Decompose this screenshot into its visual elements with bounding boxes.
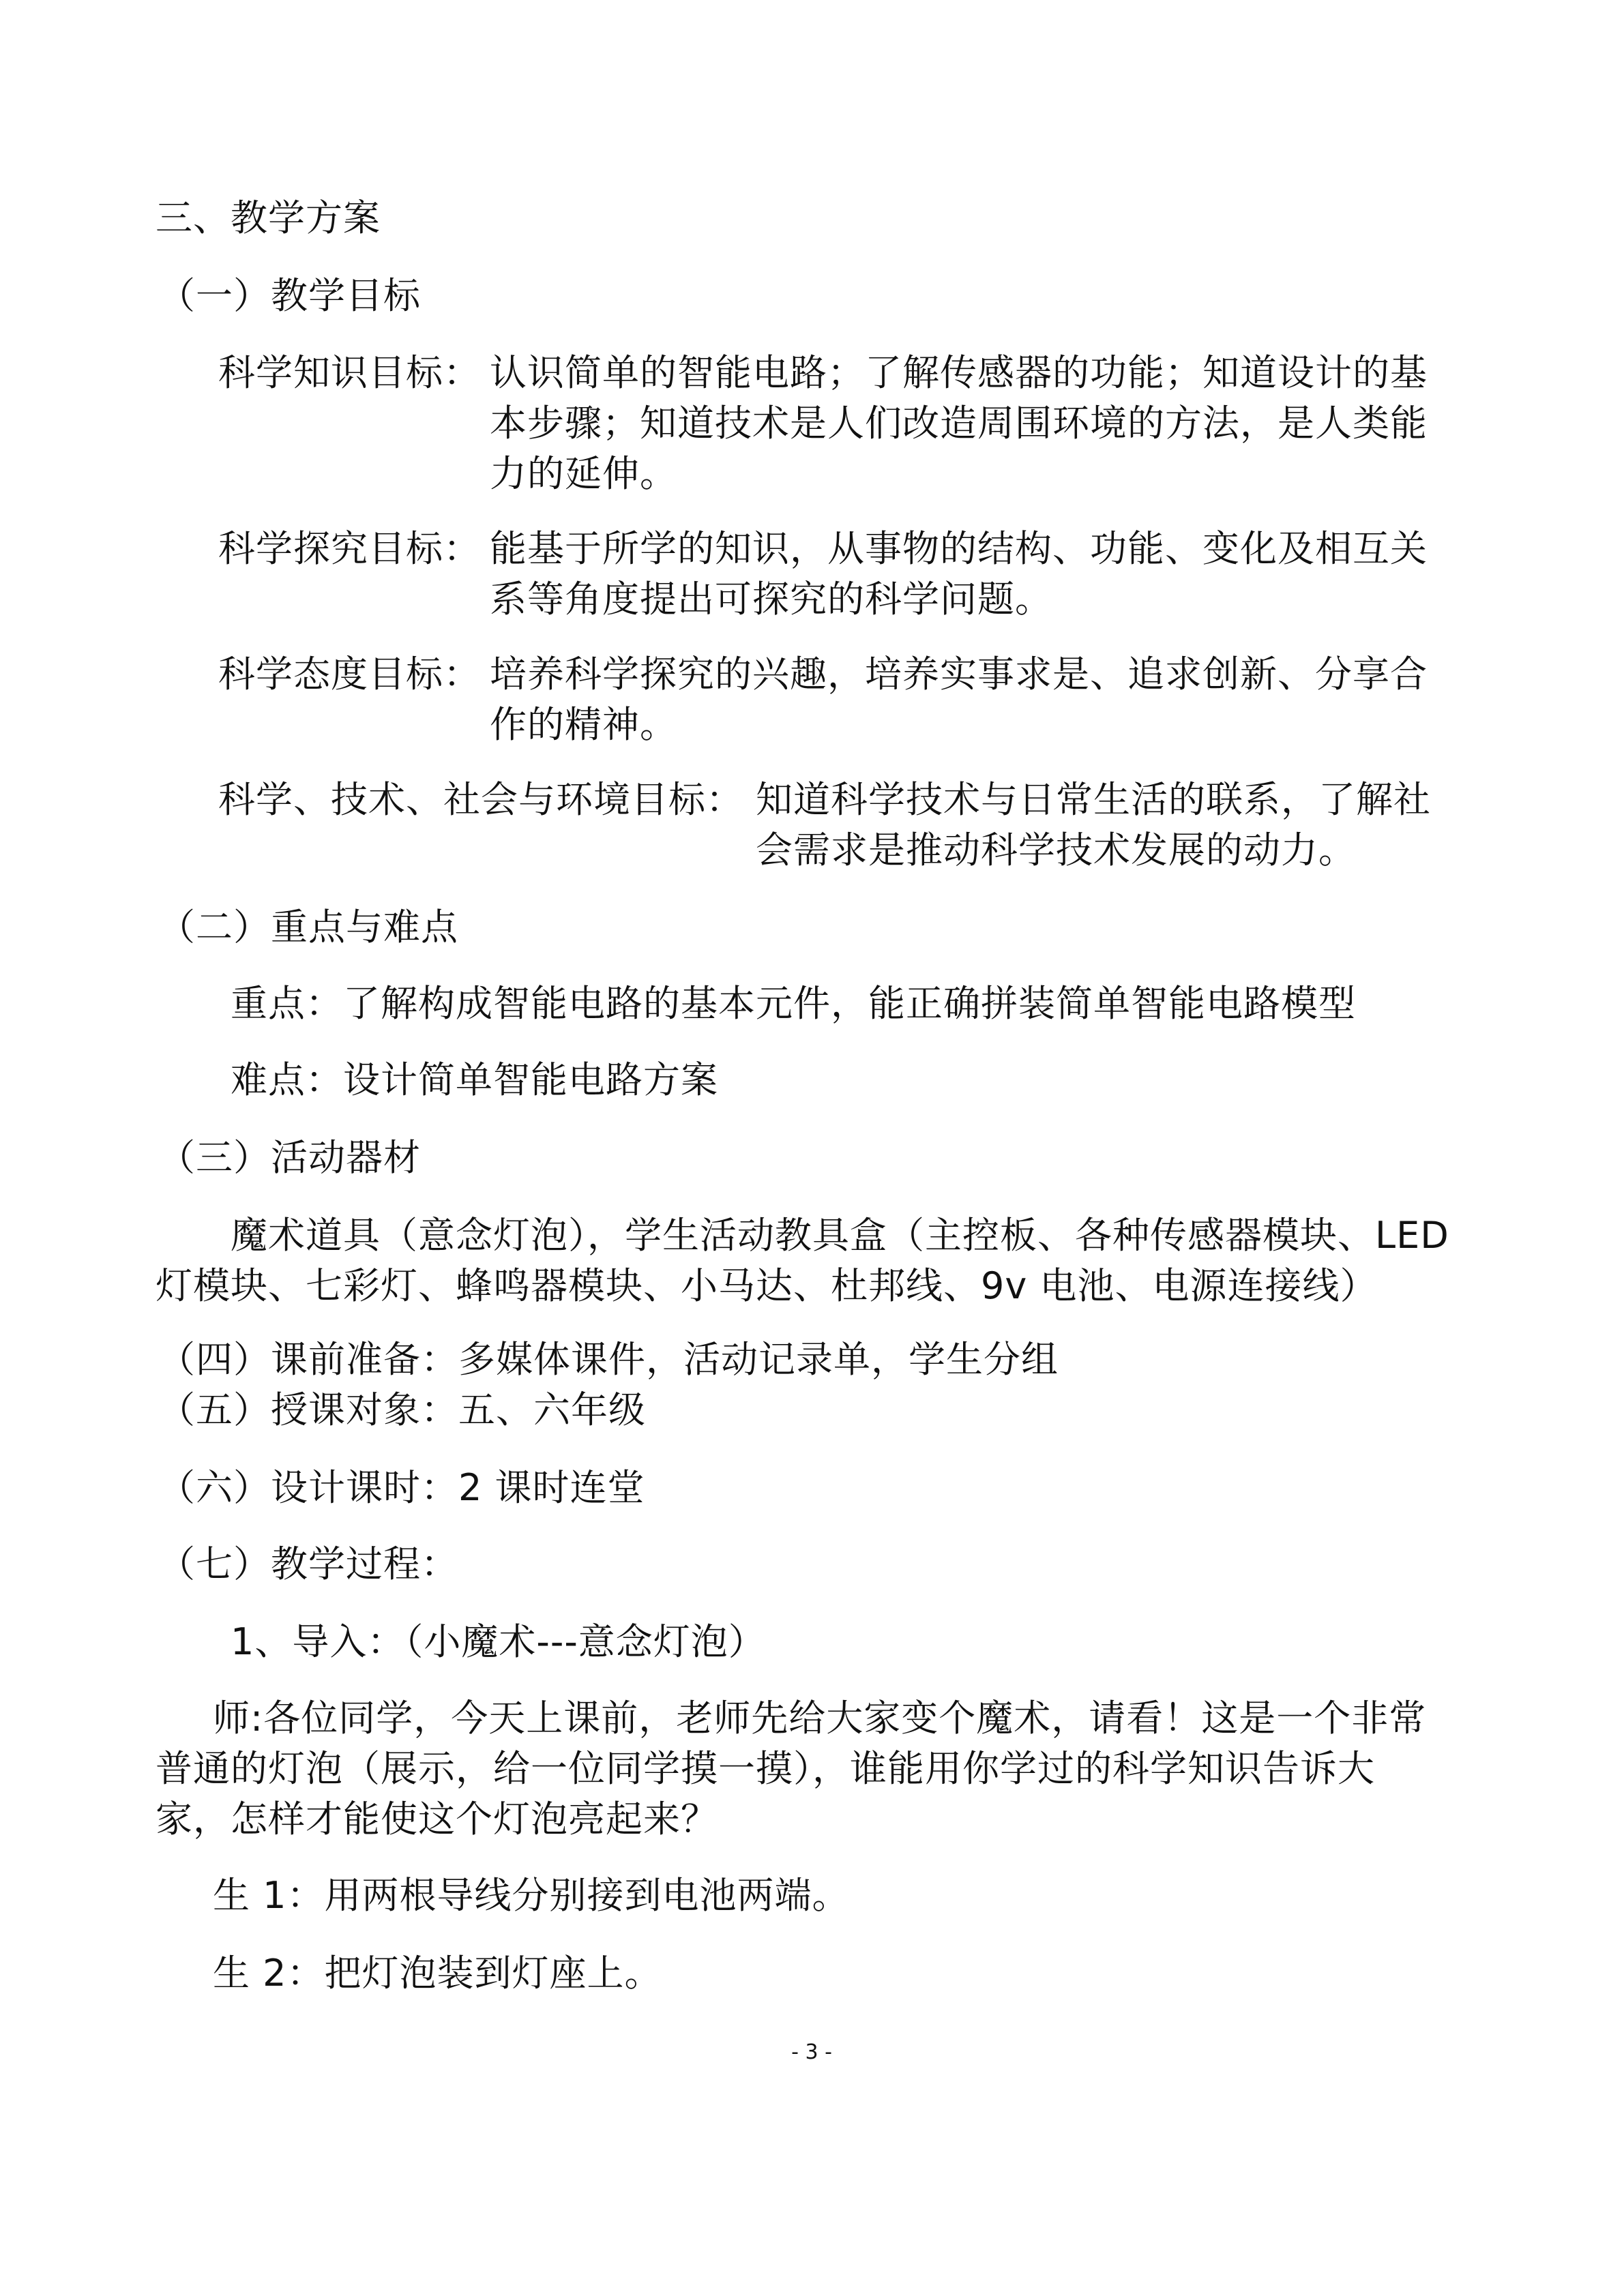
knowledge-goal-line-3: 力的延伸。 bbox=[490, 452, 677, 495]
teacher-line-1: 师:各位同学，今天上课前，老师先给大家变个魔术，请看！这是一个非常 bbox=[213, 1697, 1427, 1740]
teacher-line-2: 普通的灯泡（展示，给一位同学摸一摸），谁能用你学过的科学知识告诉大 bbox=[156, 1747, 1375, 1790]
section-title: 三、教学方案 bbox=[156, 196, 381, 239]
process-heading: （七）教学过程： bbox=[158, 1542, 458, 1585]
sts-goal-line-2: 会需求是推动科学技术发展的动力。 bbox=[756, 829, 1356, 871]
knowledge-goal-label: 科学知识目标： bbox=[218, 351, 481, 394]
inquiry-goal-line-1: 能基于所学的知识，从事物的结构、功能、变化及相互关 bbox=[490, 527, 1428, 570]
key-point-focus: 重点：了解构成智能电路的基本元件，能正确拼装简单智能电路模型 bbox=[231, 982, 1356, 1025]
sts-goal-line-1: 知道科学技术与日常生活的联系，了解社 bbox=[756, 778, 1431, 821]
materials-heading: （三）活动器材 bbox=[158, 1136, 421, 1179]
inquiry-goal-line-2: 系等角度提出可探究的科学问题。 bbox=[490, 578, 1052, 621]
page-number: - 3 - bbox=[791, 2040, 832, 2064]
student-1-line: 生 1：用两根导线分别接到电池两端。 bbox=[213, 1874, 850, 1917]
intro-title: 1、导入：（小魔术---意念灯泡） bbox=[231, 1620, 766, 1663]
materials-line-1: 魔术道具（意念灯泡），学生活动教具盒（主控板、各种传感器模块、LED bbox=[231, 1214, 1449, 1257]
student-2-line: 生 2：把灯泡装到灯座上。 bbox=[213, 1952, 662, 1995]
key-point-difficulty: 难点：设计简单智能电路方案 bbox=[231, 1058, 718, 1101]
teacher-line-3: 家，怎样才能使这个灯泡亮起来？ bbox=[156, 1798, 718, 1840]
key-points-heading: （二）重点与难点 bbox=[158, 906, 458, 949]
attitude-goal-line-1: 培养科学探究的兴趣，培养实事求是、追求创新、分享合 bbox=[490, 653, 1428, 696]
materials-line-2: 灯模块、七彩灯、蜂鸣器模块、小马达、杜邦线、9v 电池、电源连接线） bbox=[156, 1264, 1378, 1307]
sts-goal-label: 科学、技术、社会与环境目标： bbox=[218, 778, 743, 821]
preparation-line: （四）课前准备：多媒体课件，活动记录单，学生分组 bbox=[158, 1338, 1059, 1381]
audience-line: （五）授课对象：五、六年级 bbox=[158, 1388, 646, 1431]
knowledge-goal-line-1: 认识简单的智能电路；了解传感器的功能；知道设计的基 bbox=[490, 351, 1428, 394]
attitude-goal-line-2: 作的精神。 bbox=[490, 703, 677, 746]
knowledge-goal-line-2: 本步骤；知道技术是人们改造周围环境的方法，是人类能 bbox=[490, 402, 1428, 445]
attitude-goal-label: 科学态度目标： bbox=[218, 653, 481, 696]
goals-heading: （一）教学目标 bbox=[158, 274, 421, 317]
duration-line: （六）设计课时：2 课时连堂 bbox=[158, 1466, 645, 1509]
inquiry-goal-label: 科学探究目标： bbox=[218, 527, 481, 570]
